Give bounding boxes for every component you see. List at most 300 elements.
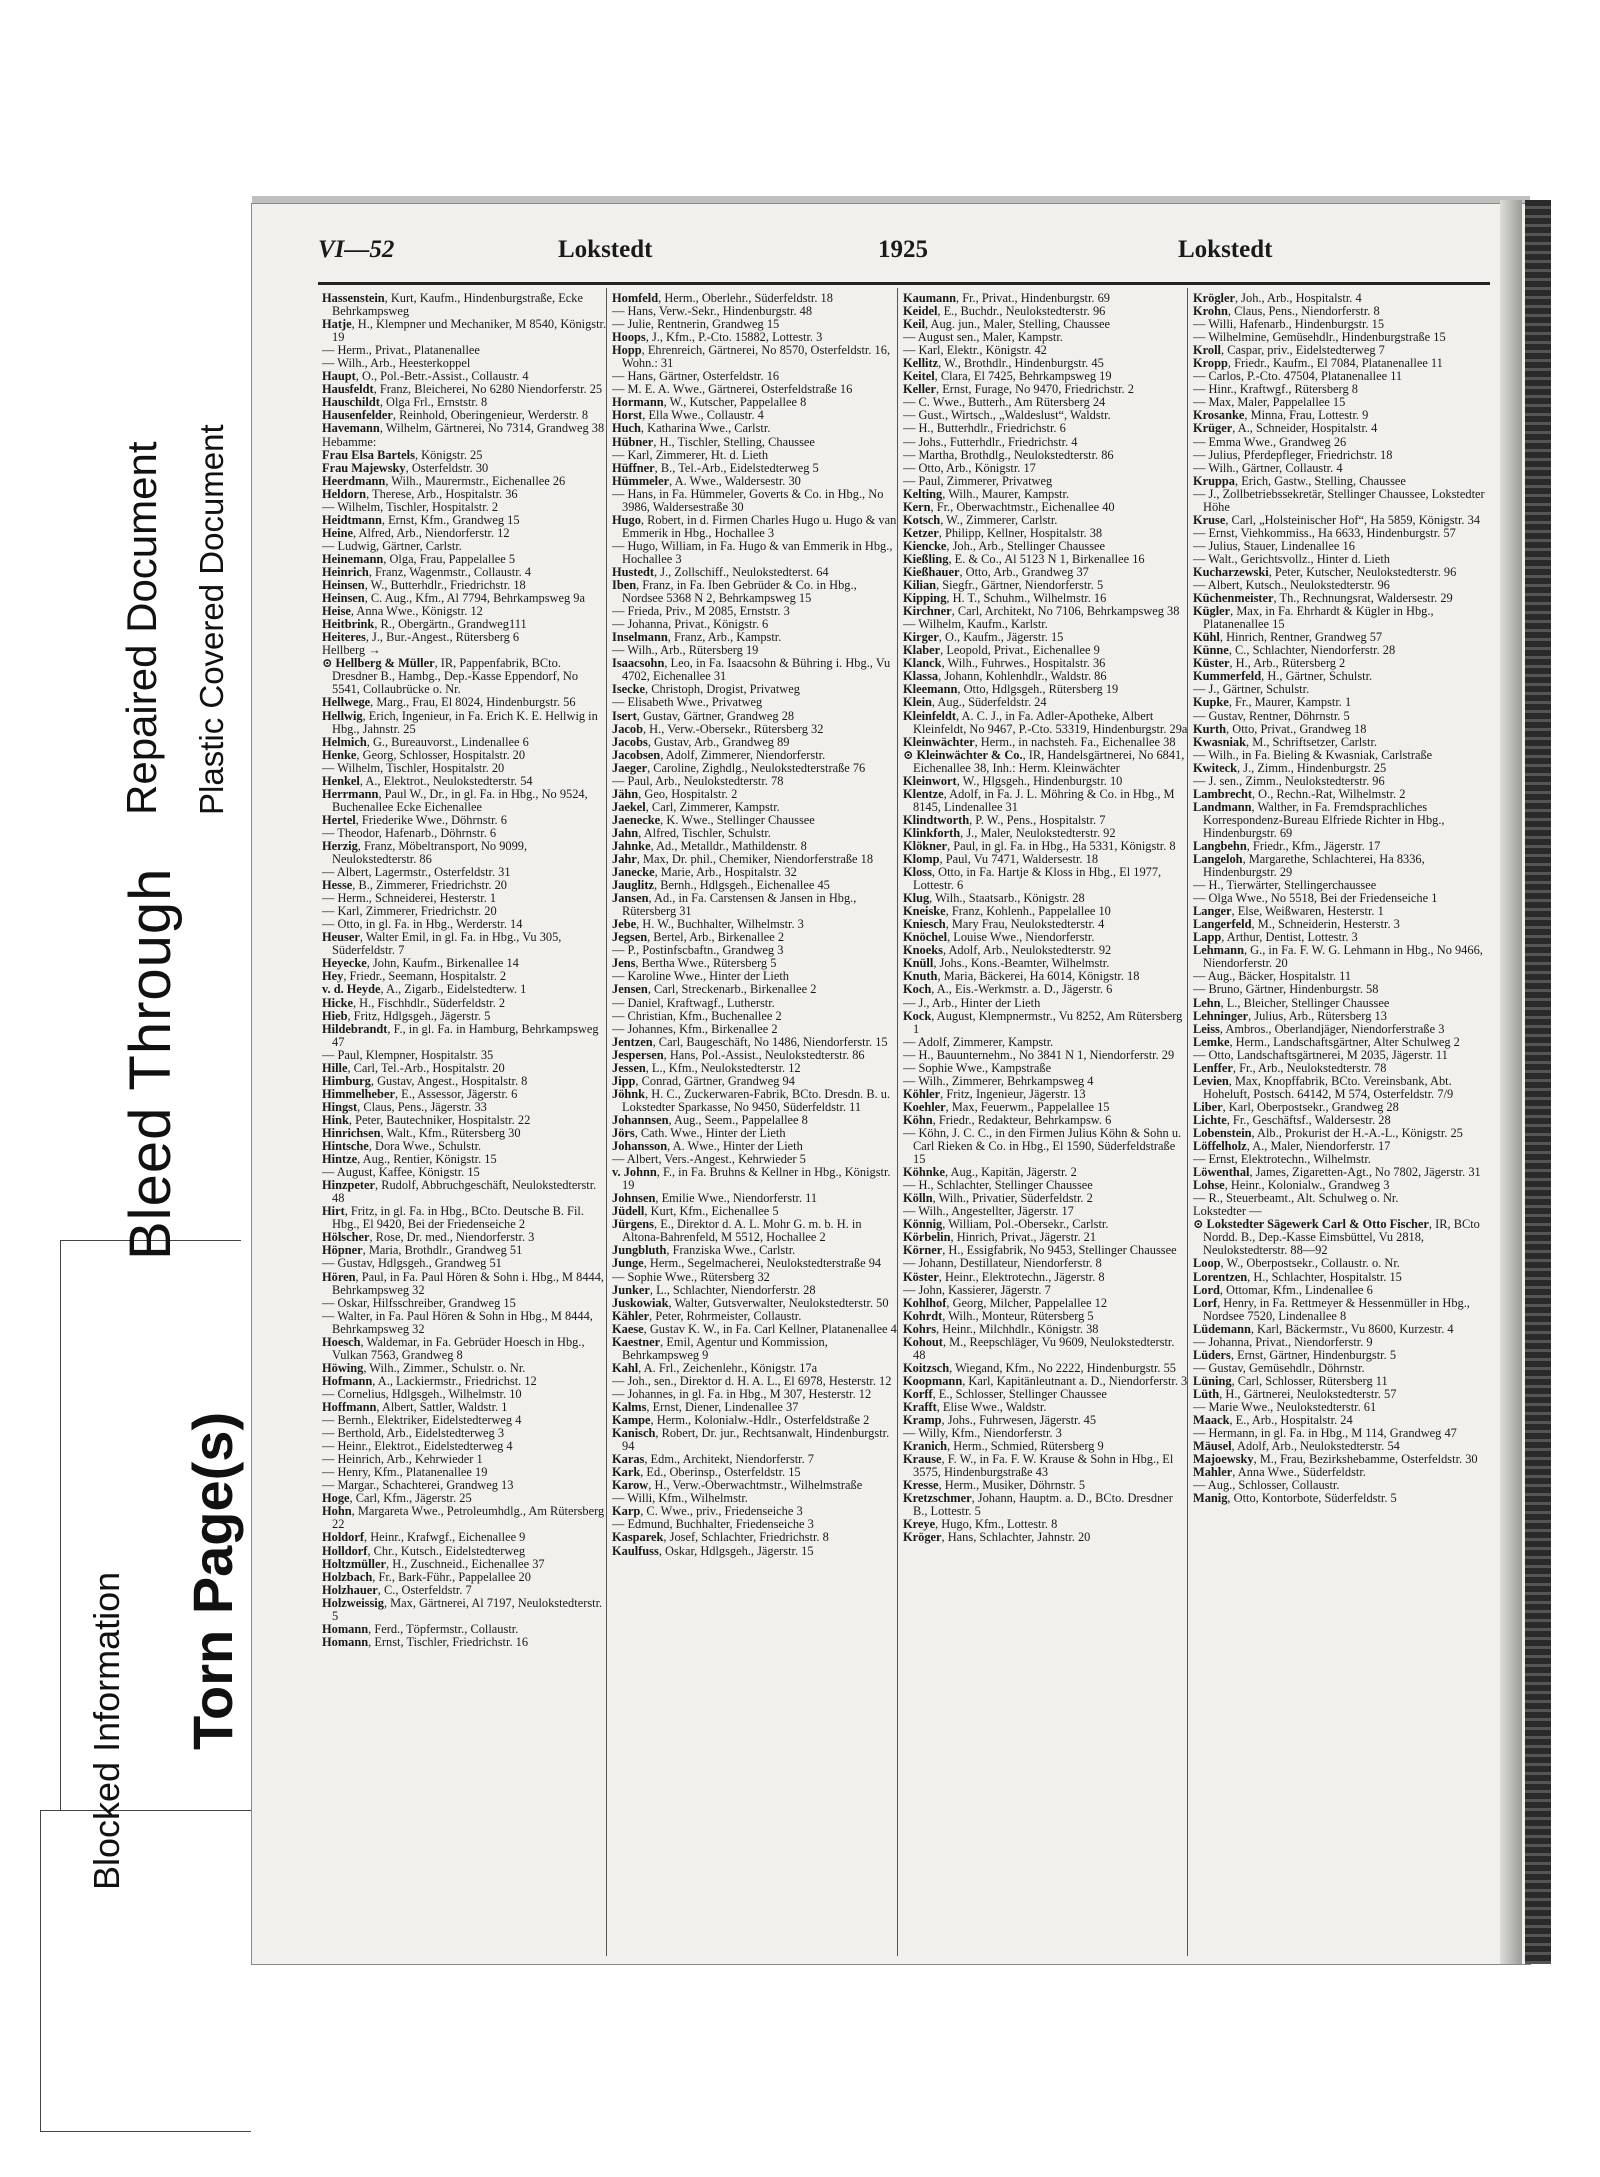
directory-entry: — Marie Wwe., Neulokstedterstr. 61 (1193, 1399, 1377, 1414)
directory-entry: Hingst, Claus, Pens., Jägerstr. 33 (322, 1099, 487, 1114)
directory-entry: — Ernst, Viehkommiss., Ha 6633, Hindenburgstr. 57 (1193, 525, 1456, 540)
header-rule (318, 282, 1490, 285)
directory-entry: Hicke, H., Fischhdlr., Süderfeldstr. 2 (322, 995, 506, 1010)
directory-entry: Jentzen, Carl, Baugeschäft, No 1486, Niendorferstr. 15 (612, 1034, 888, 1049)
directory-entry: Jungbluth, Franziska Wwe., Carlstr. (612, 1243, 796, 1258)
directory-entry: Haupt, O., Pol.-Betr.-Assist., Collaustr. 4 (322, 369, 529, 384)
directory-entry: Knuth, Maria, Bäckerei, Ha 6014, Königstr. 18 (903, 969, 1140, 984)
directory-entry: Leiss, Ambros., Oberlandjäger, Niendorferstraße 3 (1193, 1021, 1445, 1036)
directory-entry: — Paul, Arb., Neulokstedterstr. 78 (612, 773, 784, 788)
directory-entry: — Hans, in Fa. Hümmeler, Goverts & Co. in Hbg., No 3986, Waldersestraße 30 (612, 486, 884, 514)
directory-entry: — Julius, Pferdepfleger, Friedrichstr. 18 (1193, 447, 1393, 462)
directory-entry: Körbelin, Hinrich, Privat., Jägerstr. 21 (903, 1230, 1097, 1245)
directory-entry: — Margar., Schachterei, Grandweg 13 (322, 1478, 514, 1493)
directory-entry: ⊙ Hellberg & Müller, IR, Pappenfabrik, BCto. Dresdner B., Hambg., Dep.-Kasse Eppendorf, No 5541, Collaubrücke o. Nr. (322, 656, 579, 697)
directory-entry: Kohrs, Heinr., Milchhdlr., Königstr. 38 (903, 1321, 1099, 1336)
directory-entry: Kalms, Ernst, Diener, Lindenallee 37 (612, 1399, 799, 1414)
directory-entry: Jipp, Conrad, Gärtner, Grandweg 94 (612, 1073, 795, 1088)
directory-entry: — Christian, Kfm., Buchenallee 2 (612, 1008, 782, 1023)
directory-entry: Johansson, A. Wwe., Hinter der Lieth (612, 1139, 803, 1154)
directory-entry: — Karl, Elektr., Königstr. 42 (903, 343, 1047, 358)
directory-entry: Kaestner, Emil, Agentur und Kommission, Behrkampsweg 9 (612, 1334, 828, 1362)
directory-entry: Kern, Fr., Oberwachtmstr., Eichenallee 40 (903, 499, 1115, 514)
directory-entry: — Wilh., Arb., Rütersberg 19 (612, 643, 759, 658)
directory-entry: Himburg, Gustav, Angest., Hospitalstr. 8 (322, 1073, 528, 1088)
directory-entry: Isecke, Christoph, Drogist, Privatweg (612, 682, 800, 697)
directory-entry: Kilian, Siegfr., Gärtner, Niendorferstr. 5 (903, 578, 1104, 593)
directory-entry: Jahr, Max, Dr. phil., Chemiker, Niendorferstraße 18 (612, 852, 874, 867)
directory-entry: Hoffmann, Albert, Sattler, Waldstr. 1 (322, 1399, 508, 1414)
directory-entry: Lorentzen, H., Schlachter, Hospitalstr. 15 (1193, 1269, 1402, 1284)
directory-entry: Knöchel, Louise Wwe., Niendorferstr. (903, 930, 1095, 945)
blocked-info-tab (40, 1810, 251, 2132)
directory-entry: — Albert, Vers.-Angest., Kehrwieder 5 (612, 1152, 806, 1167)
stamp-blocked-information: Blocked Information (86, 1571, 127, 1890)
directory-entry: Jebe, H. W., Buchhalter, Wilhelmstr. 3 (612, 917, 804, 932)
directory-entry: — Henry, Kfm., Platanenallee 19 (322, 1465, 488, 1480)
directory-entry: Küchenmeister, Th., Rechnungsrat, Waldersestr. 29 (1193, 591, 1453, 606)
directory-entry: Jahnke, Ad., Metalldr., Mathildenstr. 8 (612, 838, 807, 853)
directory-entry: Kiencke, Joh., Arb., Stellinger Chaussee (903, 538, 1106, 553)
directory-entry: Hinzpeter, Rudolf, Abbruchgeschäft, Neulokstedterstr. 48 (322, 1178, 597, 1206)
directory-entry: — Oskar, Hilfsschreiber, Grandweg 15 (322, 1295, 516, 1310)
directory-entry: Hoesch, Waldemar, in Fa. Gebrüder Hoesch in Hbg., Vulkan 7563, Grandweg 8 (322, 1334, 585, 1362)
directory-entry: Kropp, Friedr., Kaufm., El 7084, Platanenallee 11 (1193, 356, 1443, 371)
directory-entry: Kurth, Otto, Privat., Grandweg 18 (1193, 721, 1367, 736)
directory-column-1 (322, 292, 608, 1952)
directory-entry: Krosanke, Minna, Frau, Lottestr. 9 (1193, 408, 1369, 423)
header-place-right: Lokstedt (1178, 236, 1273, 263)
directory-entry: Homann, Ferd., Töpfermstr., Collaustr. (322, 1621, 519, 1636)
page-number: VI—52 (318, 236, 395, 263)
directory-entry: Kleinfeldt, A. C. J., in Fa. Adler-Apotheke, Albert Kleinfeldt, No 9467, P.-Cto. 53319, Hindenburgstr. 29a (903, 708, 1188, 736)
directory-entry: Kähler, Peter, Rohrmeister, Collaustr. (612, 1308, 802, 1323)
directory-entry: Heiteres, J., Bur.-Angest., Rütersberg 6 (322, 630, 520, 645)
directory-entry: — Carlos, P.-Cto. 47504, Platanenallee 11 (1193, 369, 1403, 384)
directory-entry: — Ludwig, Gärtner, Carlstr. (322, 538, 462, 553)
directory-entry: Hüffner, B., Tel.-Arb., Eidelstedterweg 5 (612, 460, 819, 475)
directory-entry: Helmich, G., Bureauvorst., Lindenallee 6 (322, 734, 529, 749)
directory-entry: — August sen., Maler, Kampstr. (903, 330, 1063, 345)
directory-entry: Heldorn, Therese, Arb., Hospitalstr. 36 (322, 486, 518, 501)
directory-entry: Kummerfeld, H., Gärtner, Schulstr. (1193, 669, 1373, 684)
directory-entry: Jahn, Alfred, Tischler, Schulstr. (612, 825, 771, 840)
directory-entry: Klindtworth, P. W., Pens., Hospitalstr. 7 (903, 812, 1106, 827)
directory-entry: Majoewsky, M., Frau, Bezirkshebamme, Osterfeldstr. 30 (1193, 1452, 1478, 1467)
directory-entry: Knoeks, Adolf, Arb., Neulokstedterstr. 92 (903, 943, 1112, 958)
stamp-plastic-covered: Plastic Covered Document (193, 424, 230, 815)
directory-entry: Hassenstein, Kurt, Kaufm., Hindenburgstraße, Ecke Behrkampsweg (322, 292, 583, 319)
directory-entry: — Johannes, Kfm., Birkenallee 2 (612, 1021, 778, 1036)
directory-entry: Kresse, Herm., Musiker, Döhrnstr. 5 (903, 1478, 1086, 1493)
header-place-left: Lokstedt (558, 236, 653, 263)
directory-entry: Klein, Aug., Süderfeldstr. 24 (903, 695, 1047, 710)
directory-entry: — Albert, Lagermstr., Osterfeldstr. 31 (322, 865, 511, 880)
directory-entry: — Otto, in gl. Fa. in Hbg., Werderstr. 14 (322, 917, 523, 932)
directory-entry: — Johs., Futterhdlr., Friedrichstr. 4 (903, 434, 1078, 449)
directory-entry: Hintsche, Dora Wwe., Schulstr. (322, 1139, 482, 1154)
directory-entry: Johannsen, Aug., Seem., Pappelallee 8 (612, 1112, 808, 1127)
directory-entry: Hille, Carl, Tel.-Arb., Hospitalstr. 20 (322, 1060, 505, 1075)
directory-entry: — Karoline Wwe., Hinter der Lieth (612, 969, 789, 984)
directory-entry: Könnig, William, Pol.-Obersekr., Carlstr. (903, 1217, 1109, 1232)
directory-entry: Kock, August, Klempnermstr., Vu 8252, Am Rütersberg 1 (903, 1008, 1183, 1036)
directory-entry: Jacob, H., Verw.-Obersekr., Rütersberg 32 (612, 721, 824, 736)
directory-entry: Höwing, Wilh., Zimmer., Schulstr. o. Nr. (322, 1360, 526, 1375)
directory-entry: Hellberg → (322, 643, 381, 658)
directory-entry: Heitbrink, R., Obergärtn., Grandweg111 (322, 617, 527, 632)
directory-entry: — Martha, Brothdlg., Neulokstedterstr. 86 (903, 447, 1114, 462)
directory-entry: — Johannes, in gl. Fa. in Hbg., M 307, Hesterstr. 12 (612, 1386, 872, 1401)
directory-entry: — Gustav, Rentner, Döhrnstr. 5 (1193, 708, 1350, 723)
directory-entry: Lohse, Heinr., Kolonialw., Grandweg 3 (1193, 1178, 1390, 1193)
directory-entry: Jespersen, Hans, Pol.-Assist., Neulokstedterstr. 86 (612, 1047, 865, 1062)
directory-entry: Karow, H., Verw.-Oberwachtmstr., Wilhelmstraße (612, 1478, 863, 1493)
directory-entry: Kölln, Wilh., Privatier, Süderfeldstr. 2 (903, 1191, 1093, 1206)
directory-entry: Heine, Alfred, Arb., Niendorferstr. 12 (322, 525, 510, 540)
directory-entry: Manig, Otto, Kontorbote, Süderfeldstr. 5 (1193, 1491, 1397, 1506)
directory-entry: Hey, Friedr., Seemann, Hospitalstr. 2 (322, 969, 507, 984)
directory-entry: — Herm., Privat., Platanenallee (322, 343, 480, 358)
directory-entry: Jensen, Carl, Streckenarb., Birkenallee 2 (612, 982, 817, 997)
directory-entry: Herzig, Franz, Möbeltransport, No 9099, Neulokstedterstr. 86 (322, 838, 528, 867)
directory-entry: Küster, H., Arb., Rütersberg 2 (1193, 656, 1346, 671)
directory-entry: Iben, Franz, in Fa. Iben Gebrüder & Co. in Hbg., Nordsee 5368 N 2, Behrkampsweg 15 (612, 578, 857, 606)
directory-entry: — Wilh., Gärtner, Collaustr. 4 (1193, 460, 1343, 475)
directory-entry: Homfeld, Herm., Oberlehr., Süderfeldstr. 18 (612, 292, 833, 305)
directory-entry: Lapp, Arthur, Dentist, Lottestr. 3 (1193, 930, 1358, 945)
directory-entry: Junker, L., Schlachter, Niendorferstr. 28 (612, 1282, 816, 1297)
directory-entry: Hausfeldt, Franz, Bleicherei, No 6280 Niendorferstr. 25 (322, 382, 603, 397)
directory-entry: Lehninger, Julius, Arb., Rütersberg 13 (1193, 1008, 1387, 1023)
directory-entry: Jessen, L., Kfm., Neulokstedterstr. 12 (612, 1060, 801, 1075)
directory-entry: Hoge, Carl, Kfm., Jägerstr. 25 (322, 1491, 472, 1506)
directory-entry: Lehn, L., Bleicher, Stellinger Chaussee (1193, 995, 1390, 1010)
directory-entry: — Willi, Kfm., Wilhelmstr. (612, 1491, 748, 1506)
directory-entry: — Julius, Stauer, Lindenallee 16 (1193, 538, 1355, 553)
directory-entry: Kirger, O., Kaufm., Jägerstr. 15 (903, 630, 1064, 645)
directory-entry: — Karl, Zimmerer, Ht. d. Lieth (612, 447, 769, 462)
directory-entry: — H., Schlachter, Stellinger Chaussee (903, 1178, 1093, 1193)
directory-entry: Langerfeld, M., Schneiderin, Hesterstr. 3 (1193, 917, 1400, 932)
directory-entry: Klug, Wilh., Staatsarb., Königstr. 28 (903, 891, 1085, 906)
directory-entry: Löwenthal, James, Zigaretten-Agt., No 7802, Jägerstr. 31 (1193, 1165, 1481, 1180)
directory-entry: — Adolf, Zimmerer, Kampstr. (903, 1034, 1054, 1049)
directory-entry: Hertel, Friederike Wwe., Döhrnstr. 6 (322, 812, 507, 827)
directory-entry: Körner, H., Essigfabrik, No 9453, Stellinger Chaussee (903, 1243, 1177, 1258)
directory-entry: Loop, W., Oberpostsekr., Collaustr. o. Nr. (1193, 1256, 1400, 1271)
stamp-bleed-through: Bleed Through (118, 867, 183, 1260)
directory-entry: Frau Majewsky, Osterfeldstr. 30 (322, 460, 489, 475)
scanner-edge-bar (1525, 200, 1551, 1964)
directory-entry: — Wilh., in Fa. Bieling & Kwasniak, Carlstraße (1193, 747, 1433, 762)
directory-entry: Frau Elsa Bartels, Königstr. 25 (322, 447, 483, 462)
directory-entry: Hellwege, Marg., Frau, El 8024, Hindenburgstr. 56 (322, 695, 576, 710)
stamp-repaired-document: Repaired Document (118, 441, 165, 815)
directory-entry: Höpner, Maria, Brothdlr., Grandweg 51 (322, 1243, 523, 1258)
directory-entry: — P., Postinfscbaftn., Grandweg 3 (612, 943, 784, 958)
directory-entry: — Sophie Wwe., Kampstraße (903, 1060, 1052, 1075)
directory-entry: Heinemann, Olga, Frau, Pappelallee 5 (322, 551, 516, 566)
directory-entry: — Johanna, Privat., Königstr. 6 (612, 617, 769, 632)
directory-entry: — R., Steuerbeamt., Alt. Schulweg o. Nr. (1193, 1191, 1399, 1206)
directory-entry: Lord, Ottomar, Kfm., Lindenallee 6 (1193, 1282, 1373, 1297)
directory-entry: — Sophie Wwe., Rütersberg 32 (612, 1269, 770, 1284)
directory-entry: Kark, Ed., Oberinsp., Osterfeldstr. 15 (612, 1465, 801, 1480)
directory-entry: Hauschildt, Olga Frl., Ernststr. 8 (322, 395, 488, 410)
directory-entry: Himmelheber, E., Assessor, Jägerstr. 6 (322, 1086, 518, 1101)
directory-entry: — H., Tierwärter, Stellingerchaussee (1193, 878, 1377, 893)
directory-entry: Hormann, W., Kutscher, Pappelallee 8 (612, 395, 807, 410)
directory-entry: Kellitz, W., Brothdlr., Hindenburgstr. 45 (903, 356, 1104, 371)
directory-entry: Kanisch, Robert, Dr. jur., Rechtsanwalt, Hindenburgstr. 94 (612, 1426, 890, 1454)
directory-entry: — Theodor, Hafenarb., Döhrnstr. 6 (322, 825, 497, 840)
directory-entry: Hinrichsen, Walt., Kfm., Rütersberg 30 (322, 1126, 521, 1140)
directory-entry: Hellwig, Erich, Ingenieur, in Fa. Erich K. E. Hellwig in Hbg., Jahnstr. 25 (322, 708, 598, 736)
directory-entry: — Paul, Zimmerer, Privatweg (903, 473, 1053, 488)
directory-entry: Lüders, Ernst, Gärtner, Hindenburgstr. 5 (1193, 1347, 1397, 1362)
directory-entry: — Daniel, Kraftwagf., Lutherstr. (612, 995, 775, 1010)
directory-entry: Kneiske, Franz, Kohlenh., Pappelallee 10 (903, 904, 1111, 919)
directory-entry: Lokstedter — (1193, 1204, 1262, 1219)
directory-entry: Juskowiak, Walter, Gutsverwalter, Neulokstedterstr. 50 (612, 1295, 889, 1310)
directory-entry: Hopp, Ehrenreich, Gärtnerei, No 8570, Osterfeldstr. 16, Wohn.: 31 (612, 343, 891, 371)
directory-entry: Hink, Peter, Bautechniker, Hospitalstr. 22 (322, 1112, 531, 1127)
directory-entry: Kupke, Fr., Maurer, Kampstr. 1 (1193, 695, 1352, 710)
directory-entry: Kwasniak, M., Schriftsetzer, Carlstr. (1193, 734, 1377, 749)
directory-entry: Ketzer, Philipp, Kellner, Hospitalstr. 38 (903, 525, 1103, 540)
directory-entry: Keitel, Clara, El 7425, Behrkampsweg 19 (903, 369, 1112, 384)
directory-entry: Korff, E., Schlosser, Stellinger Chaussee (903, 1386, 1107, 1401)
directory-entry: — Emma Wwe., Grandweg 26 (1193, 434, 1347, 449)
directory-entry: Lichte, Fr., Geschäftsf., Waldersestr. 28 (1193, 1112, 1391, 1127)
directory-entry: Holzbach, Fr., Bark-Führ., Pappelallee 20 (322, 1569, 531, 1584)
directory-entry: — Hugo, William, in Fa. Hugo & van Emmerik in Hbg., Hochallee 3 (612, 538, 893, 566)
directory-entry: Kranich, Herm., Schmied, Rütersberg 9 (903, 1439, 1104, 1454)
directory-entry: Hildebrandt, F., in gl. Fa. in Hamburg, Behrkampsweg 47 (322, 1021, 599, 1049)
directory-entry: Karp, C. Wwe., priv., Friedenseiche 3 (612, 1504, 803, 1519)
directory-entry: Köster, Heinr., Elektrotechn., Jägerstr. 8 (903, 1269, 1105, 1284)
directory-entry: ⊙ Lokstedter Sägewerk Carl & Otto Fischer, IR, BCto Nordd. B., Dep.-Kasse Eimsbüttel, Vu 2818, Neulokstedterstr. 88—92 (1193, 1217, 1480, 1258)
directory-entry: Mahler, Anna Wwe., Süderfeldstr. (1193, 1465, 1366, 1480)
directory-entry: Krüger, A., Schneider, Hospitalstr. 4 (1193, 421, 1378, 436)
directory-entry: Hustedt, J., Zollschiff., Neulokstedterst. 64 (612, 564, 829, 579)
directory-entry: — Heinr., Elektrot., Eidelstedterweg 4 (322, 1439, 513, 1454)
directory-entry: Lenffer, Fr., Arb., Neulokstedterstr. 78 (1193, 1060, 1387, 1075)
directory-entry: Jaeger, Caroline, Zighdlg., Neulokstedterstraße 76 (612, 760, 866, 775)
directory-entry: Kramp, Johs., Fuhrwesen, Jägerstr. 45 (903, 1413, 1097, 1428)
directory-entry: Inselmann, Franz, Arb., Kampstr. (612, 630, 782, 645)
directory-entry: — Wilhelmine, Gemüsehdlr., Hindenburgstraße 15 (1193, 330, 1446, 345)
directory-entry: — Herm., Schneiderei, Hesterstr. 1 (322, 891, 497, 906)
directory-entry: — Aug., Bäcker, Hospitalstr. 11 (1193, 969, 1352, 984)
directory-entry: Liber, Karl, Oberpostsekr., Grandweg 28 (1193, 1099, 1399, 1114)
directory-entry: Langeloh, Margarethe, Schlachterei, Ha 8336, Hindenburgstr. 29 (1193, 852, 1425, 880)
directory-entry: — Wilh., Angestellter, Jägerstr. 17 (903, 1204, 1074, 1219)
directory-entry: Kasparek, Josef, Schlachter, Friedrichstr. 8 (612, 1530, 829, 1545)
directory-entry: Köhler, Fritz, Ingenieur, Jägerstr. 13 (903, 1086, 1086, 1101)
directory-entry: Langer, Else, Weißwaren, Hesterstr. 1 (1193, 904, 1384, 919)
directory-entry: — Ernst, Elektrotechn., Wilhelmstr. (1193, 1152, 1371, 1167)
directory-entry: — C. Wwe., Butterh., Am Rütersberg 24 (903, 395, 1106, 410)
directory-entry: Koch, A., Eis.-Werkmstr. a. D., Jägerstr. 6 (903, 982, 1113, 997)
directory-entry: Kloss, Otto, in Fa. Hartje & Kloss in Hbg., El 1977, Lottestr. 6 (903, 865, 1162, 893)
directory-entry: Isert, Gustav, Gärtner, Grandweg 28 (612, 708, 795, 723)
directory-entry: Koitzsch, Wiegand, Kfm., No 2222, Hindenburgstr. 55 (903, 1360, 1176, 1375)
directory-entry: Hohn, Margareta Wwe., Petroleumhdlg., Am Rütersberg 22 (322, 1504, 605, 1532)
directory-entry: Landmann, Walther, in Fa. Fremdsprachliches Korrespondenz-Bureau Elfriede Richter in Hbg., Hindenburgstr. 69 (1193, 799, 1445, 840)
directory-entry: Künne, C., Schlachter, Niendorferstr. 28 (1193, 643, 1396, 658)
directory-entry: Jörs, Cath. Wwe., Hinter der Lieth (612, 1126, 786, 1140)
directory-entry: Homann, Ernst, Tischler, Friedrichstr. 16 (322, 1634, 529, 1649)
directory-entry: Kelting, Wilh., Maurer, Kampstr. (903, 486, 1070, 501)
directory-entry: Heerdmann, Wilh., Maurermstr., Eichenallee 26 (322, 473, 566, 488)
directory-entry: Klanck, Wilh., Fuhrwes., Hospitalstr. 36 (903, 656, 1106, 671)
directory-entry: Klassa, Johann, Kohlenhdlr., Waldstr. 86 (903, 669, 1107, 684)
directory-entry: Hölscher, Rose, Dr. med., Niendorferstr. 3 (322, 1230, 535, 1245)
directory-entry: — Otto, Arb., Königstr. 17 (903, 460, 1036, 475)
directory-column-3 (903, 292, 1189, 1952)
directory-entry: — Olga Wwe., No 5518, Bei der Friedenseiche 1 (1193, 891, 1438, 906)
directory-entry: Köhnke, Aug., Kapitän, Jägerstr. 2 (903, 1165, 1077, 1180)
directory-entry: Heinsen, C. Aug., Kfm., Al 7794, Behrkampsweg 9a (322, 591, 585, 606)
directory-entry: Jürgens, E., Direktor d. A. L. Mohr G. m. b. H. in Altona-Bahrenfeld, M 5512, Hochallee 2 (612, 1217, 862, 1245)
directory-entry: Kügler, Max, in Fa. Ehrhardt & Kügler in Hbg., Platanenallee 15 (1193, 604, 1434, 632)
directory-entry: Huch, Katharina Wwe., Carlstr. (612, 421, 771, 436)
directory-entry: Kruse, Carl, „Holsteinischer Hof“, Ha 5859, Königstr. 34 (1193, 512, 1481, 527)
directory-entry: Heuser, Walter Emil, in gl. Fa. in Hbg., Vu 305, Süderfeldstr. 7 (322, 930, 562, 958)
directory-entry: — Hans, Verw.-Sekr., Hindenburgstr. 48 (612, 304, 813, 319)
directory-entry: Kohrdt, Wilh., Monteur, Rütersberg 5 (903, 1308, 1094, 1323)
directory-entry: v. Johnn, F., in Fa. Bruhns & Kellner in Hbg., Königstr. 19 (612, 1165, 891, 1193)
directory-entry: — J. sen., Zimm., Neulokstedterstr. 96 (1193, 773, 1385, 788)
directory-entry: — Heinrich, Arb., Kehrwieder 1 (322, 1452, 483, 1467)
directory-entry: Jens, Bertha Wwe., Rütersberg 5 (612, 956, 777, 971)
directory-entry: Kleinwort, W., Hlgsgeh., Hindenburgstr. 10 (903, 773, 1123, 788)
directory-entry: — H., Bauunternehm., No 3841 N 1, Niendorferstr. 29 (903, 1047, 1175, 1062)
directory-entry: — Joh., sen., Direktor d. H. A. L., El 6978, Hesterstr. 12 (612, 1373, 892, 1388)
directory-entry: — Wilhelm, Tischler, Hospitalstr. 20 (322, 760, 505, 775)
directory-entry: — Bernh., Elektriker, Eidelstedterweg 4 (322, 1413, 522, 1428)
directory-entry: — Edmund, Buchhalter, Friedenseiche 3 (612, 1517, 814, 1532)
directory-entry: Krafft, Elise Wwe., Waldstr. (903, 1399, 1047, 1414)
directory-entry: Hatje, H., Klempner und Mechaniker, M 8540, Königstr. 19 (322, 317, 607, 345)
directory-entry: Kleemann, Otto, Hdlgsgeh., Rütersberg 19 (903, 682, 1119, 697)
directory-entry: — Berthold, Arb., Eidelstedterweg 3 (322, 1426, 505, 1441)
directory-entry: Keller, Ernst, Furage, No 9470, Friedrichstr. 2 (903, 382, 1134, 397)
directory-entry: Kirchner, Carl, Architekt, No 7106, Behrkampsweg 38 (903, 604, 1180, 619)
directory-entry: Kampe, Herm., Kolonialw.-Hdlr., Osterfeldstraße 2 (612, 1413, 870, 1428)
directory-entry: Hübner, H., Tischler, Stelling, Chaussee (612, 434, 815, 449)
directory-entry: Kohout, M., Reepschläger, Vu 9609, Neulokstedterstr. 48 (903, 1334, 1175, 1362)
directory-entry: Herrmann, Paul W., Dr., in gl. Fa. in Hbg., No 9524, Buchenallee Ecke Eichenallee (322, 786, 588, 814)
directory-entry: Holzhauer, C., Osterfeldstr. 7 (322, 1582, 472, 1597)
directory-entry: Kießling, E. & Co., Al 5123 N 1, Birkenallee 16 (903, 551, 1145, 566)
directory-entry: v. d. Heyde, A., Zigarb., Eidelstedterw. 1 (322, 982, 527, 997)
directory-entry: Heinsen, W., Butterhdlr., Friedrichstr. 18 (322, 578, 526, 593)
directory-entry: Hugo, Robert, in d. Firmen Charles Hugo u. Hugo & van Emmerik in Hbg., Hochallee 3 (612, 512, 897, 540)
directory-entry: — Julie, Rentnerin, Grandweg 15 (612, 317, 780, 332)
directory-entry: Krause, F. W., in Fa. F. W. Krause & Sohn in Hbg., El 3575, Hindenburgstraße 43 (903, 1452, 1174, 1480)
directory-entry: Kießhauer, Otto, Arb., Grandweg 37 (903, 564, 1089, 579)
directory-entry: Lüth, H., Gärtnerei, Neulokstedterstr. 57 (1193, 1386, 1397, 1401)
directory-entry: Heinrich, Franz, Wagenmstr., Collaustr. 4 (322, 564, 532, 579)
directory-entry: — M. E. A. Wwe., Gärtnerei, Osterfeldstraße 16 (612, 382, 853, 397)
directory-entry: — Paul, Klempner, Hospitalstr. 35 (322, 1047, 494, 1062)
directory-entry: — J., Zollbetriebssekretär, Stellinger Chaussee, Lokstedter Höhe (1193, 486, 1485, 514)
directory-entry: Kipping, H. T., Schuhm., Wilhelmstr. 16 (903, 591, 1107, 606)
directory-entry: Kaese, Gustav K. W., in Fa. Carl Kellner, Platanenallee 4 (612, 1321, 897, 1336)
directory-entry: Kruppa, Erich, Gastw., Stelling, Chaussee (1193, 473, 1406, 488)
directory-entry: — Hinr., Kraftwgf., Rütersberg 8 (1193, 382, 1358, 397)
directory-entry: Hebamme: (322, 434, 377, 449)
directory-entry: Hofmann, A., Lackiermstr., Friedrichst. 12 (322, 1373, 537, 1388)
directory-entry: Havemann, Wilhelm, Gärtnerei, No 7314, Grandweg 38 (322, 421, 605, 436)
directory-entry: Lüdemann, Karl, Bäckermstr., Vu 8600, Kurzestr. 4 (1193, 1321, 1454, 1336)
directory-entry: — Johann, Destillateur, Niendorferstr. 8 (903, 1256, 1102, 1271)
directory-entry: Klinkforth, J., Maler, Neulokstedterstr. 92 (903, 825, 1116, 840)
directory-entry: Levien, Max, Knopffabrik, BCto. Vereinsbank, Abt. Hoheluft, Postsch. 64142, M 574, Osterfeldstr. 7/9 (1193, 1073, 1454, 1101)
directory-entry: Heyecke, John, Kaufm., Birkenallee 14 (322, 956, 519, 971)
directory-entry: Jaekel, Carl, Zimmerer, Kampstr. (612, 799, 780, 814)
directory-entry: Kaulfuss, Oskar, Hdlgsgeh., Jägerstr. 15 (612, 1543, 814, 1558)
header-year: 1925 (878, 236, 928, 263)
directory-entry: Keil, Aug. jun., Maler, Stelling, Chaussee (903, 317, 1111, 332)
directory-entry: Hoops, J., Kfm., P.-Cto. 15882, Lottestr. 3 (612, 330, 823, 345)
directory-entry: Jähn, Geo, Hospitalstr. 2 (612, 786, 738, 801)
directory-entry: Johnsen, Emilie Wwe., Niendorferstr. 11 (612, 1191, 818, 1206)
directory-entry: — Otto, Landschaftsgärtnerei, M 2035, Jägerstr. 11 (1193, 1047, 1448, 1062)
directory-entry: — Walt., Gerichtsvollz., Hinter d. Lieth (1193, 551, 1390, 566)
directory-entry: Junge, Herm., Segelmacherei, Neulokstedterstraße 94 (612, 1256, 882, 1271)
directory-entry: Kroll, Caspar, priv., Eidelstedterweg 7 (1193, 343, 1385, 358)
directory-entry: Langbehn, Friedr., Kfm., Jägerstr. 17 (1193, 838, 1381, 853)
directory-entry: Klentze, Adolf, in Fa. J. L. Möhring & Co. in Hbg., M 8145, Lindenallee 31 (903, 786, 1175, 814)
directory-entry: Heidtmann, Ernst, Kfm., Grandweg 15 (322, 512, 520, 527)
directory-entry: Jüdell, Kurt, Kfm., Eichenallee 5 (612, 1204, 779, 1219)
directory-entry: Koehler, Max, Feuerwm., Pappelallee 15 (903, 1099, 1110, 1114)
directory-entry: Löffelholz, A., Maler, Niendorferstr. 17 (1193, 1139, 1391, 1154)
directory-entry: Kretzschmer, Johann, Hauptm. a. D., BCto. Dresdner B., Lottestr. 5 (903, 1491, 1173, 1519)
directory-entry: Köhn, Friedr., Redakteur, Behrkampsw. 6 (903, 1112, 1112, 1127)
directory-entry: Krögler, Joh., Arb., Hospitalstr. 4 (1193, 292, 1362, 305)
directory-entry: Koopmann, Karl, Kapitänleutnant a. D., Niendorferstr. 3 (903, 1373, 1188, 1388)
directory-entry: Jaenecke, K. Wwe., Stellinger Chaussee (612, 812, 815, 827)
directory-entry: Hausenfelder, Reinhold, Oberingenieur, Werderstr. 8 (322, 408, 589, 423)
directory-entry: Lorf, Henry, in Fa. Rettmeyer & Hessenmüller in Hbg., Nordsee 7520, Lindenallee 8 (1193, 1295, 1470, 1323)
directory-column-4 (1193, 292, 1493, 1952)
directory-entry: — Gust., Wirtsch., „Waldeslust“, Waldstr. (903, 408, 1111, 423)
directory-entry: Maack, E., Arb., Hospitalstr. 24 (1193, 1413, 1353, 1428)
directory-entry: — Hans, Gärtner, Osterfeldstr. 16 (612, 369, 780, 384)
directory-entry: Kleinwächter, Herm., in nachsteh. Fa., Eichenallee 38 (903, 734, 1176, 749)
directory-entry: Knüll, Johs., Kons.-Beamter, Wilhelmstr. (903, 956, 1110, 971)
directory-entry: — Max, Maler, Pappelallee 15 (1193, 395, 1346, 410)
directory-entry: — Bruno, Gärtner, Hindenburgstr. 58 (1193, 982, 1379, 997)
directory-entry: — Johanna, Privat., Niendorferstr. 9 (1193, 1334, 1373, 1349)
directory-entry: Karas, Edm., Architekt, Niendorferstr. 7 (612, 1452, 815, 1467)
directory-entry: Klomp, Paul, Vu 7471, Waldersestr. 18 (903, 852, 1099, 867)
directory-column-2 (612, 292, 898, 1952)
directory-entry: — Gustav, Hdlgsgeh., Grandweg 51 (322, 1256, 502, 1271)
directory-entry: — Köhn, J. C. C., in den Firmen Julius Köhn & Sohn u. Carl Rieken & Co. in Hbg., El 1590, Süderfeldstraße 15 (903, 1126, 1182, 1167)
page-header (318, 236, 1468, 272)
directory-entry: Lehmann, G., in Fa. F. W. G. Lehmann in Hbg., No 9466, Niendorferstr. 20 (1193, 943, 1483, 971)
directory-entry: Lobenstein, Alb., Prokurist der H.-A.-L., Königstr. 25 (1193, 1126, 1463, 1140)
directory-entry: Isaacsohn, Leo, in Fa. Isaacsohn & Bühring i. Hbg., Vu 4702, Eichenallee 31 (612, 656, 891, 684)
directory-entry: — Wilhelm, Tischler, Hospitalstr. 2 (322, 499, 499, 514)
directory-entry: Holdorf, Heinr., Krafwgf., Eichenallee 9 (322, 1530, 526, 1545)
